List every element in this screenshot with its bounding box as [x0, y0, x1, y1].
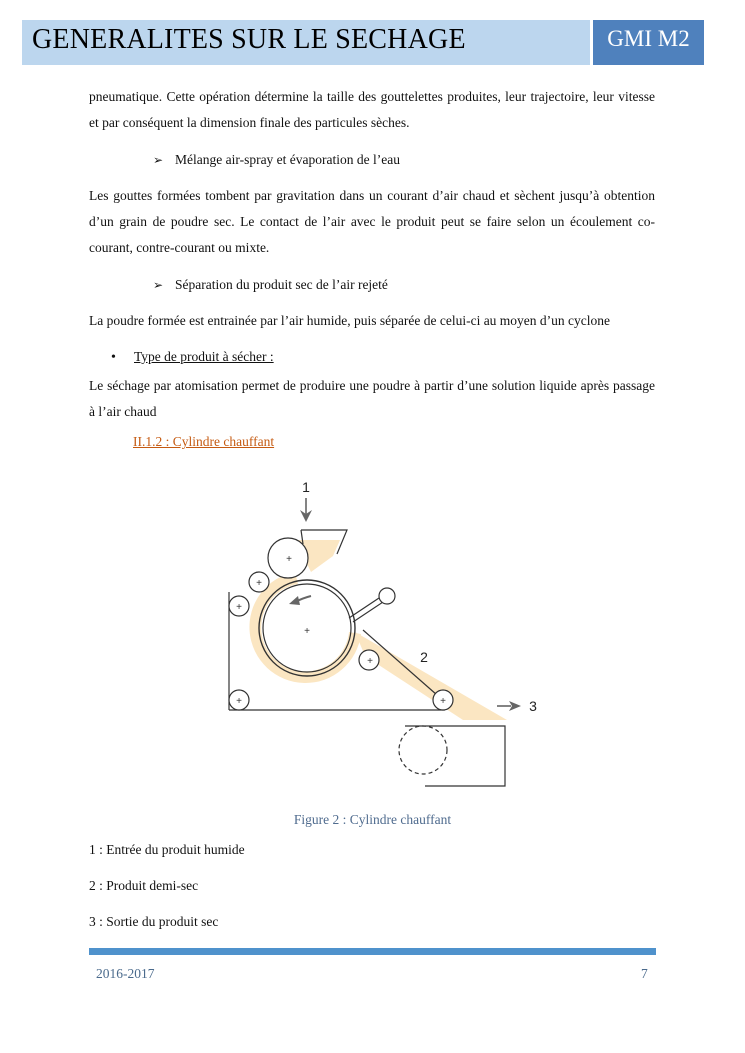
legend-item-1: 1 : Entrée du produit humide: [89, 842, 245, 857]
section-heading: II.1.2 : Cylindre chauffant: [133, 434, 275, 449]
arrow-bullet-2: [153, 272, 655, 298]
arrow-bullet-icon: ➢: [153, 153, 164, 167]
figure-caption: Figure 2 : Cylindre chauffant: [293, 812, 452, 827]
plus-mark: +: [256, 578, 262, 589]
label-1: 1: [302, 479, 310, 495]
paragraph-4: Le séchage par atomisation permet de produire une poudre à partir d’une solution liquide après passage à l’air chaud: [89, 378, 655, 419]
page-header: [22, 20, 704, 65]
arrow-bullet-icon: ➢: [153, 278, 164, 292]
outlet-arrow-icon: [497, 701, 521, 711]
cylinder-dryer-figure: [215, 472, 545, 797]
dot-bullet-text: Type de produit à sécher :: [134, 349, 274, 364]
paragraph-2: Les gouttes formées tombent par gravitation dans un courant d’air chaud et sèchent jusqu’à obtention d’un grain de poudre sec. Le contact de l’air avec le produit peut se faire selon un écoulement co-courant, contre-courant ou mixte.: [89, 188, 655, 255]
plus-mark: +: [367, 656, 373, 667]
footer-divider: [89, 948, 656, 955]
plus-mark: +: [304, 626, 310, 637]
semi-dry-product: [355, 632, 507, 720]
label-3: 3: [529, 698, 537, 714]
arrow-bullet-text: Mélange air-spray et évaporation de l’eau: [175, 152, 400, 167]
page-body: [89, 84, 655, 455]
arrow-bullet-text: Séparation du produit sec de l’air rejeté: [175, 277, 388, 292]
paragraph-1: pneumatique. Cette opération détermine la taille des gouttelettes produites, leur trajectoire, leur vitesse et par conséquent la dimension finale des particules sèches.: [89, 89, 655, 130]
plus-mark: +: [286, 554, 292, 565]
header-title: GENERALITES SUR LE SECHAGE: [22, 20, 590, 65]
footer-year: 2016-2017: [96, 966, 155, 981]
inlet-arrow-icon: [300, 498, 312, 522]
dot-bullet-icon: •: [111, 350, 116, 365]
collection-bin: [399, 726, 505, 786]
dot-bullet: [111, 344, 655, 371]
plus-mark: +: [236, 602, 242, 613]
legend-item-3: 3 : Sortie du produit sec: [89, 914, 219, 929]
paragraph-3: La poudre formée est entrainée par l’air humide, puis séparée de celui-ci au moyen d’un cyclone: [89, 313, 611, 328]
page-number: 7: [641, 966, 648, 981]
plus-mark: +: [236, 696, 242, 707]
cylinder-dryer-diagram: [215, 472, 545, 797]
scraper-knife: [349, 588, 395, 622]
legend-item-2: 2 : Produit demi-sec: [89, 878, 199, 893]
rotation-arrow-icon: [289, 596, 311, 605]
plus-mark: +: [440, 696, 446, 707]
header-course-code: GMI M2: [593, 20, 704, 65]
arrow-bullet-1: [153, 147, 655, 173]
label-2: 2: [420, 649, 428, 665]
